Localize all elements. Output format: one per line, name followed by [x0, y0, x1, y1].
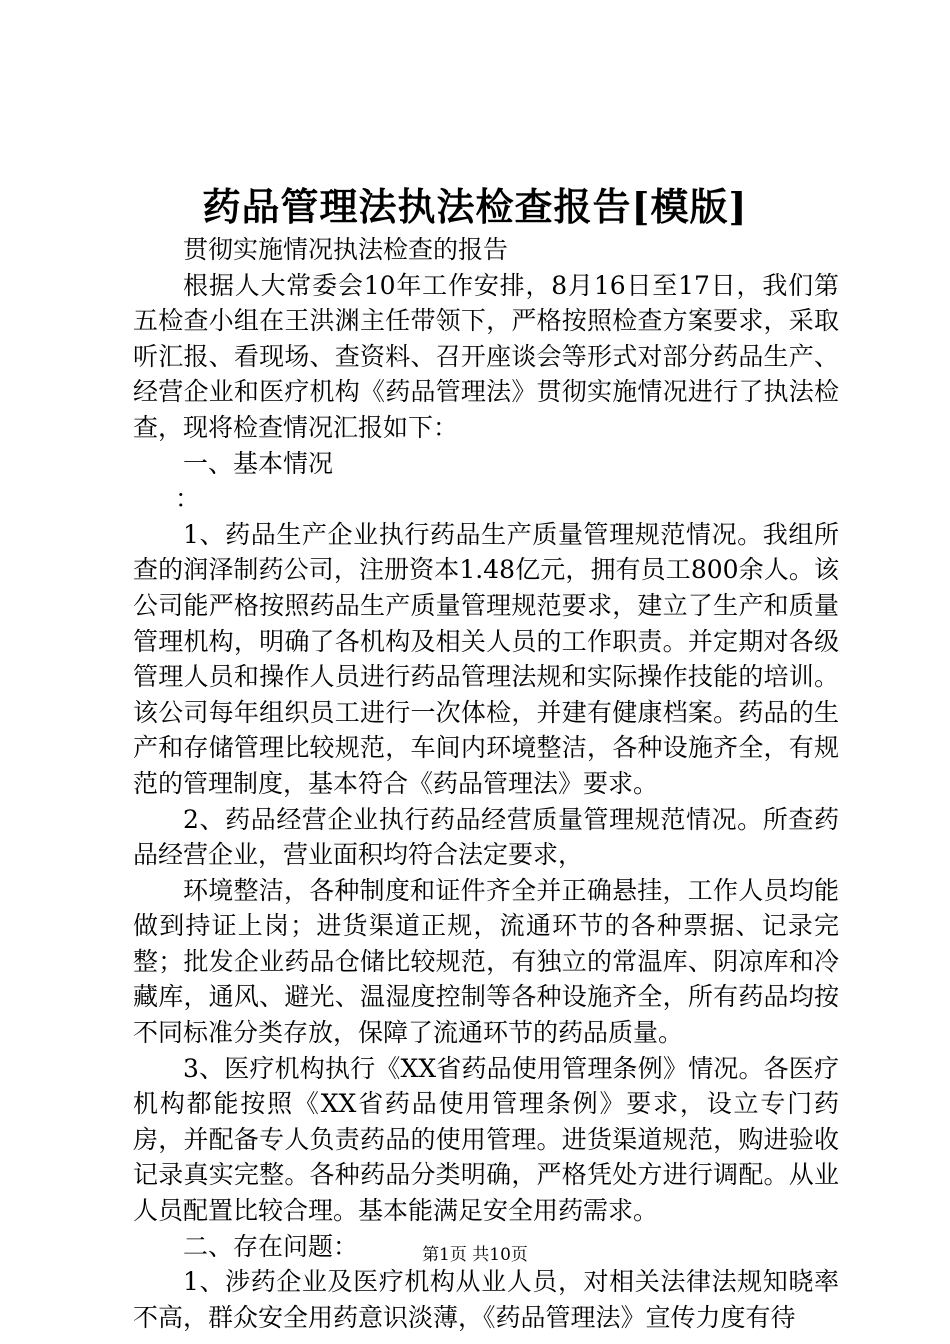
stray-colon: ： [175, 484, 201, 514]
paragraph-item-3: 3、医疗机构执行《XX省药品使用管理条例》情况。各医疗机构都能按照《XX省药品使用管理条例》要求，设立专门药房，并配备专人负责药品的使用管理。进货渠道规范，购进验收记录真实完整。各种药品分类明确，严格凭处方进行调配。从业人员配置比较合理。基本能满足安全用药需求。 [133, 1053, 839, 1226]
paragraph-item-2: 2、药品经营企业执行药品经营质量管理规范情况。所查药品经营企业，营业面积均符合法定要求， [133, 804, 839, 870]
paragraph-intro: 根据人大常委会10年工作安排，8月16日至17日，我们第五检查小组在王洪渊主任带领下，严格按照检查方案要求，采取听汇报、看现场、查资料、召开座谈会等形式对部分药品生产、经营企业和医疗机构《药品管理法》贯彻实施情况进行了执法检查，现将检查情况汇报如下： [133, 270, 839, 442]
section-heading-basic-situation: 一、基本情况 [183, 448, 334, 478]
page-footer: 第1页 共10页 [422, 1245, 528, 1265]
document-body [133, 232, 839, 1335]
paragraph-item-1: 1、药品生产企业执行药品生产质量管理规范情况。我组所查的润泽制药公司，注册资本1.48亿元，拥有员工800余人。该公司能严格按照药品生产质量管理规范要求，建立了生产和质量管理机构，明确了各机构及相关人员的工作职责。并定期对各级管理人员和操作人员进行药品管理法规和实际操作技能的培训。该公司每年组织员工进行一次体检，并建有健康档案。药品的生产和存储管理比较规范，车间内环境整洁，各种设施齐全，有规范的管理制度，基本符合《药品管理法》要求。 [133, 519, 839, 798]
document-title: 药品管理法执法检查报告[模版] [202, 184, 748, 229]
paragraph-problem-1: 1、涉药企业及医疗机构从业人员，对相关法律法规知晓率不高，群众安全用药意识淡薄，《药品管理法》宣传力度有待 [133, 1267, 839, 1332]
paragraph-item-2-continued: 环境整洁，各种制度和证件齐全并正确悬挂，工作人员均能做到持证上岗；进货渠道正规，流通环节的各种票据、记录完整；批发企业药品仓储比较规范，有独立的常温库、阴凉库和冷藏库，通风、避光、温湿度控制等各种设施齐全，所有药品均按不同标准分类存放，保障了流通环节的药品质量。 [133, 875, 839, 1048]
report-subtitle: 贯彻实施情况执法检查的报告 [183, 235, 509, 264]
section-heading-problems: 二、存在问题： [183, 1231, 359, 1261]
